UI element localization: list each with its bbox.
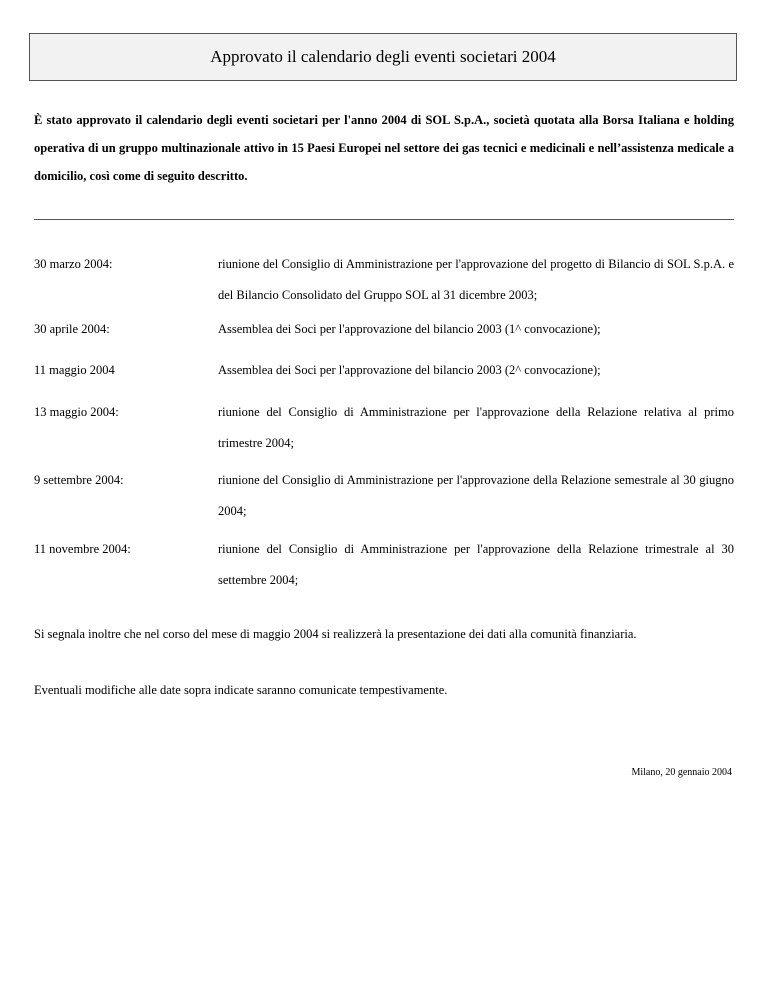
event-row [34, 355, 734, 386]
event-description: riunione del Consiglio di Amministrazione per l'approvazione del progetto di Bilancio di SOL S.p.A. e del Bilancio Consolidato del Gruppo SOL al 31 dicembre 2003; [218, 257, 734, 302]
event-row [34, 465, 734, 527]
document-title: Approvato il calendario degli eventi societari 2004 [210, 47, 556, 66]
event-row [34, 314, 734, 345]
intro-paragraph: È stato approvato il calendario degli eventi societari per l'anno 2004 di SOL S.p.A., società quotata alla Borsa Italiana e holding operativa di un gruppo multinazionale attivo in 15 Paesi Europei nel settore dei gas tecnici e medicinali e nell’assistenza medicale a domicilio, così come di seguito descritto. [34, 113, 734, 183]
divider [34, 219, 734, 220]
note-changes: Eventuali modifiche alle date sopra indicate saranno comunicate tempestivamente. [34, 683, 448, 697]
place-date: Milano, 20 gennaio 2004 [631, 767, 732, 778]
event-row [34, 397, 734, 459]
event-description: riunione del Consiglio di Amministrazione per l'approvazione della Relazione relativa al primo trimestre 2004; [218, 405, 734, 450]
event-row [34, 534, 734, 596]
event-date: 13 maggio 2004: [34, 405, 119, 419]
event-description: riunione del Consiglio di Amministrazione per l'approvazione della Relazione semestrale al 30 giugno 2004; [218, 473, 734, 518]
title-box [29, 33, 737, 81]
event-row [34, 249, 734, 311]
event-description: riunione del Consiglio di Amministrazione per l'approvazione della Relazione trimestrale al 30 settembre 2004; [218, 542, 734, 587]
event-description: Assemblea dei Soci per l'approvazione del bilancio 2003 (2^ convocazione); [218, 363, 601, 377]
event-date: 11 maggio 2004 [34, 363, 115, 377]
event-date: 11 novembre 2004: [34, 542, 131, 556]
event-description: Assemblea dei Soci per l'approvazione del bilancio 2003 (1^ convocazione); [218, 322, 601, 336]
event-date: 30 marzo 2004: [34, 257, 113, 271]
note-presentation: Si segnala inoltre che nel corso del mese di maggio 2004 si realizzerà la presentazione dei dati alla comunità finanziaria. [34, 627, 637, 641]
event-date: 9 settembre 2004: [34, 473, 124, 487]
event-date: 30 aprile 2004: [34, 322, 110, 336]
